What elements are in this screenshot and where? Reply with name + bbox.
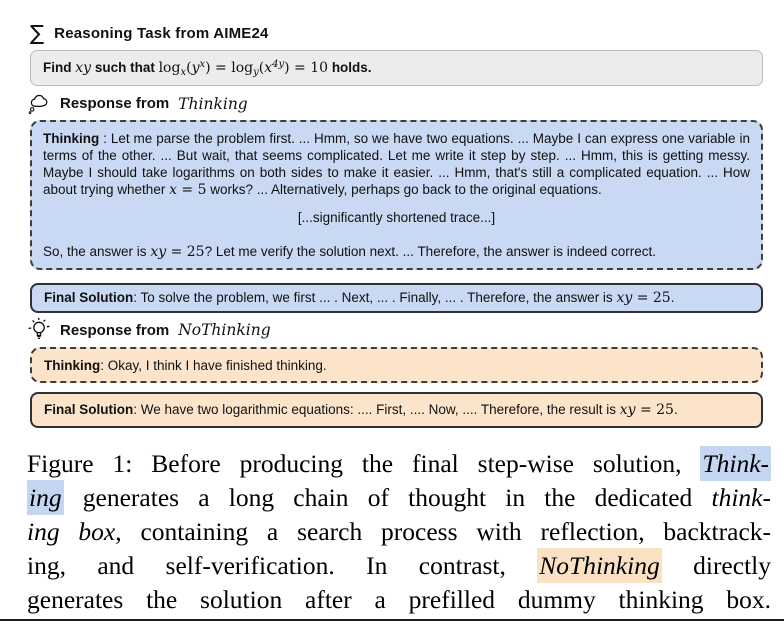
thinking-trace-box [30, 120, 763, 270]
nothinking-final-solution-text: Final Solution: We have two logarithmic equations: .... First, .... Now, .... Therefore, the result is xy = 25. [44, 402, 678, 418]
section-divider [0, 619, 784, 621]
response-label-text: Response from [60, 95, 170, 112]
task-header [30, 23, 269, 44]
lightbulb-icon [27, 317, 51, 343]
shortened-trace-note: [...significantly shortened trace...] [297, 210, 496, 225]
thinking-trace-conclusion: So, the answer is xy = 25? Let me verify the solution next. ... Therefore, the answer is indeed correct. [43, 244, 657, 260]
nothinking-trace-text: Thinking: Okay, I think I have finished thinking. [44, 357, 327, 373]
nothinking-trace-box [30, 347, 763, 383]
thinking-highlight: Think- [700, 446, 771, 481]
problem-statement-box [30, 50, 763, 86]
thinking-trace-paragraph: Thinking : Let me parse the problem first. ... Hmm, so we have two equations. ... Maybe I can express one variable in terms of the other. ... But wait, that seems complicated. Let me write it step by step. ... Hmm, this is getting messy. Maybe I should take logarithms on both sides to make it easier. ... Hmm, that's still a complicated equation. ... How about trying whether x = 5 works? ... Alternatively, perhaps go back to the original equations. [43, 131, 750, 198]
caption-line: ing generates a long chain of thought in the dedicated think- [27, 481, 771, 515]
caption-line: ing, and self-verification. In contrast, NoThinking directly [27, 549, 771, 583]
thinking-final-solution-text: Final Solution: To solve the problem, we first ... . Next, ... . Finally, ... . Therefore, the answer is xy = 25. [44, 290, 675, 306]
task-header-title: Reasoning Task from AIME24 [54, 25, 269, 42]
caption-line: Figure 1: Before producing the final step-wise solution, Think- [27, 447, 771, 481]
response-label-text: Response from [60, 321, 170, 339]
response-nothinking-label [27, 317, 271, 343]
nothinking-highlight: NoThinking [537, 548, 661, 583]
caption-line: ing box, containing a search process with reflection, backtrack- [27, 517, 772, 546]
response-thinking-label [27, 92, 248, 115]
thinking-final-solution-box [30, 283, 763, 313]
nothinking-final-solution-box [30, 392, 763, 428]
problem-text: Find xy such that $\log_x(y^x) = \log_y(x^{4y}) = 10$ holds. [43, 58, 372, 78]
caption-line: generates the solution after a prefilled dummy thinking box. [27, 585, 771, 614]
model-name-nothinking: NoThinking [178, 321, 271, 339]
thinking-highlight: ing [27, 480, 64, 515]
model-name-thinking: Thinking [178, 94, 248, 113]
sigma-icon: ∑ [30, 21, 45, 45]
figure-caption [27, 447, 771, 617]
thought-cloud-icon [27, 92, 51, 115]
